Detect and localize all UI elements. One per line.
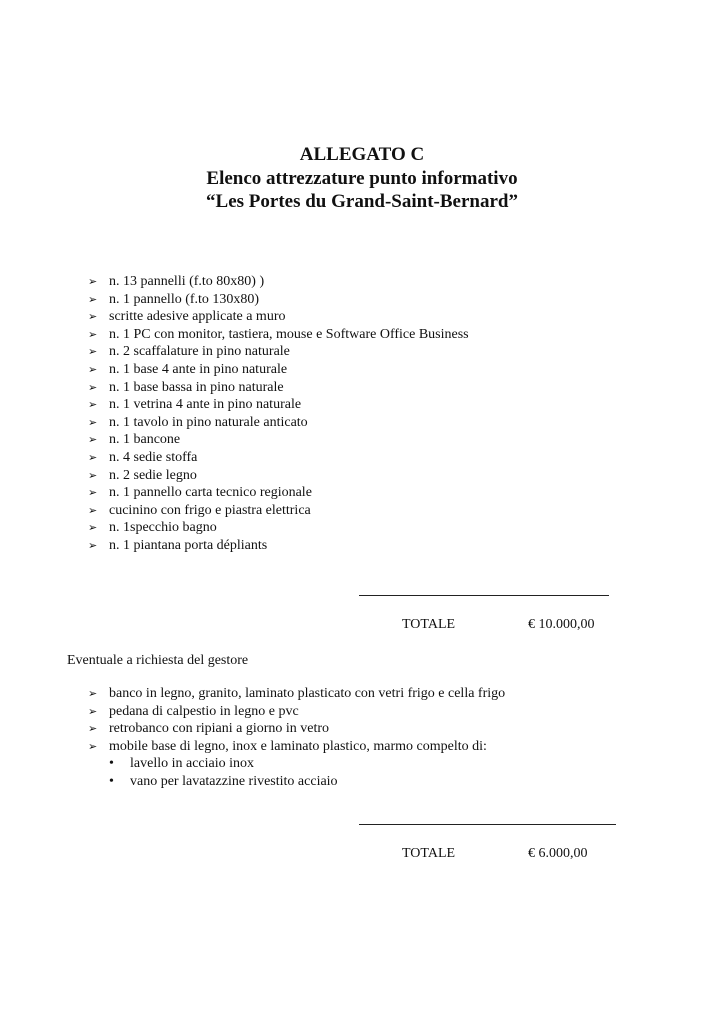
optional-section-heading: Eventuale a richiesta del gestore [67, 653, 249, 668]
list-item [88, 291, 469, 309]
list-item-text: n. 1 tavolo in pino naturale anticato [109, 414, 308, 430]
list-item [88, 326, 469, 344]
list-item-text: n. 1 bancone [109, 432, 181, 448]
list-item [88, 361, 469, 379]
arrow-bullet-icon: ➢ [88, 345, 98, 359]
optional-equipment-list [88, 685, 505, 755]
arrow-bullet-icon: ➢ [88, 468, 98, 482]
arrow-bullet-icon: ➢ [88, 415, 98, 429]
list-item [88, 379, 469, 397]
arrow-bullet-icon: ➢ [88, 687, 98, 700]
list-item [88, 431, 469, 449]
list-item [88, 343, 469, 361]
arrow-bullet-icon: ➢ [88, 503, 98, 517]
list-item-text: banco in legno, granito, laminato plasticato con vetri frigo e cella frigo [109, 686, 506, 701]
list-item-text: n. 1specchio bagno [109, 520, 217, 536]
total-label-2: TOTALE [402, 846, 456, 861]
list-item-text: mobile base di legno, inox e laminato plastico, marmo compelto di: [109, 738, 487, 754]
list-item-text: n. 1 base 4 ante in pino naturale [109, 361, 288, 377]
document-title [0, 143, 724, 214]
arrow-bullet-icon: ➢ [88, 450, 98, 464]
arrow-bullet-icon: ➢ [88, 275, 98, 288]
arrow-bullet-icon: ➢ [88, 398, 98, 412]
arrow-bullet-icon: ➢ [88, 433, 98, 447]
list-item [88, 537, 469, 555]
list-item [88, 414, 469, 432]
list-item-text: n. 1 pannello (f.to 130x80) [109, 291, 260, 307]
title-line-3: “Les Portes du Grand-Saint-Bernard” [206, 191, 518, 212]
list-item [88, 685, 505, 703]
arrow-bullet-icon: ➢ [88, 292, 98, 306]
arrow-bullet-icon: ➢ [88, 362, 98, 376]
list-item-text: n. 2 sedie legno [109, 467, 197, 483]
list-item-text: n. 2 scaffalature in pino naturale [109, 344, 290, 360]
arrow-bullet-icon: ➢ [88, 310, 98, 324]
arrow-bullet-icon: ➢ [88, 538, 98, 552]
list-item-text: cucinino con frigo e piastra elettrica [109, 502, 311, 518]
list-item [88, 703, 505, 721]
arrow-bullet-icon: ➢ [88, 380, 98, 394]
arrow-bullet-icon: ➢ [88, 486, 98, 500]
list-item [88, 273, 469, 291]
arrow-bullet-icon: ➢ [88, 327, 98, 341]
list-item [88, 449, 469, 467]
dot-bullet-icon: • [109, 756, 114, 771]
sub-list-item-text: lavello in acciaio inox [130, 756, 255, 771]
list-item-text: pedana di calpestio in legno e pvc [109, 703, 299, 719]
sub-list-item-text: vano per lavatazzine rivestito acciaio [130, 774, 338, 789]
arrow-bullet-icon: ➢ [88, 704, 98, 718]
title-line-2: Elenco attrezzature punto informativo [206, 167, 518, 189]
list-item-text: n. 13 pannelli (f.to 80x80) ) [109, 274, 265, 289]
sub-list-item [109, 773, 338, 791]
list-item-text: n. 1 base bassa in pino naturale [109, 379, 284, 395]
list-item-text: retrobanco con ripiani a giorno in vetro [109, 721, 330, 737]
list-item [88, 396, 469, 414]
arrow-bullet-icon: ➢ [88, 521, 98, 535]
total-divider-1 [359, 595, 609, 596]
total-value-1: € 10.000,00 [528, 617, 595, 632]
sub-item-list [109, 755, 338, 791]
total-value-2: € 6.000,00 [528, 846, 588, 861]
list-item [88, 519, 469, 537]
list-item [88, 720, 505, 738]
arrow-bullet-icon: ➢ [88, 722, 98, 736]
list-item-text: n. 4 sedie stoffa [109, 449, 198, 465]
total-divider-2 [359, 824, 616, 825]
list-item-text: scritte adesive applicate a muro [109, 309, 286, 325]
equipment-list [88, 273, 469, 555]
dot-bullet-icon: • [109, 774, 114, 789]
list-item [88, 484, 469, 502]
list-item [88, 738, 505, 756]
list-item-text: n. 1 piantana porta dépliants [109, 537, 268, 553]
list-item [88, 308, 469, 326]
list-item-text: n. 1 PC con monitor, tastiera, mouse e Software Office Business [109, 326, 469, 342]
list-item-text: n. 1 pannello carta tecnico regionale [109, 485, 312, 501]
arrow-bullet-icon: ➢ [88, 739, 98, 753]
sub-list-item [109, 755, 338, 773]
list-item [88, 502, 469, 520]
title-line-1: ALLEGATO C [299, 144, 425, 165]
list-item-text: n. 1 vetrina 4 ante in pino naturale [109, 397, 302, 413]
total-label-1: TOTALE [402, 617, 456, 632]
list-item [88, 467, 469, 485]
